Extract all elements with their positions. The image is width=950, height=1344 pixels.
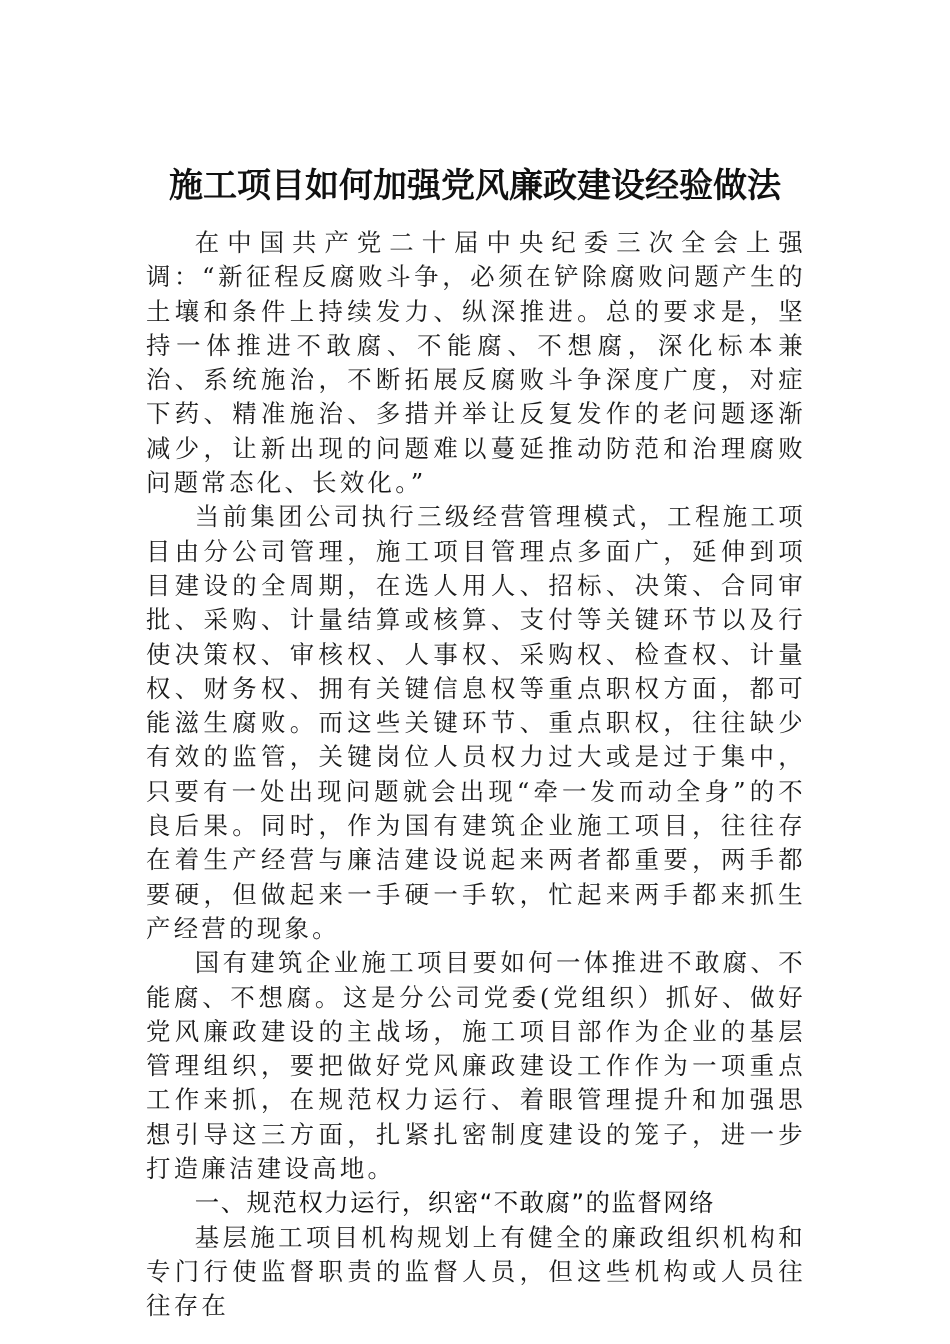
paragraph-section-1: 基层施工项目机构规划上有健全的廉政组织机构和专门行使监督职责的监督人员，但这些机构或人员往往存在 <box>146 1222 806 1321</box>
paragraph-current-situation: 当前集团公司执行三级经营管理模式，工程施工项目由分公司管理，施工项目管理点多面广，延伸到项目建设的全周期，在选人用人、招标、决策、合同审批、采购、计量结算或核算、支付等关键环节以及行使决策权、审核权、人事权、采购权、检查权、计量权、财务权、拥有关键信息权等重点职权方面，都可能滋生腐败。而这些关键环节、重点职权，往往缺少有效的监管，关键岗位人员权力过大或是过于集中，只要有一处出现问题就会出现“牵一发而动全身”的不良后果。同时，作为国有建筑企业施工项目，往往存在着生产经营与廉洁建设说起来两者都重要，两手都要硬，但做起来一手硬一手软，忙起来两手都来抓生产经营的现象。 <box>146 502 806 943</box>
document-body <box>146 226 806 1324</box>
section-heading-1: 一、规范权力运行，织密“不敢腐”的监督网络 <box>194 1188 715 1218</box>
paragraph-intro: 在中国共产党二十届中央纪委三次全会上强调：“新征程反腐败斗争，必须在铲除腐败问题产生的土壤和条件上持续发力、纵深推进。总的要求是，坚持一体推进不敢腐、不能腐、不想腐，深化标本兼治、系统施治，不断拓展反腐败斗争深度广度，对症下药、精准施治、多措并举让反复发作的老问题逐渐减少，让新出现的问题难以蔓延推动防范和治理腐败问题常态化、长效化。” <box>146 228 806 498</box>
paragraph-approach: 国有建筑企业施工项目要如何一体推进不敢腐、不能腐、不想腐。这是分公司党委(党组织）抓好、做好党风廉政建设的主战场，施工项目部作为企业的基层管理组织，要把做好党风廉政建设工作作为一项重点工作来抓，在规范权力运行、着眼管理提升和加强思想引导这三方面，扎紧扎密制度建设的笼子，进一步打造廉洁建设高地。 <box>146 948 806 1184</box>
document-title: 施工项目如何加强党风廉政建设经验做法 <box>169 166 781 206</box>
